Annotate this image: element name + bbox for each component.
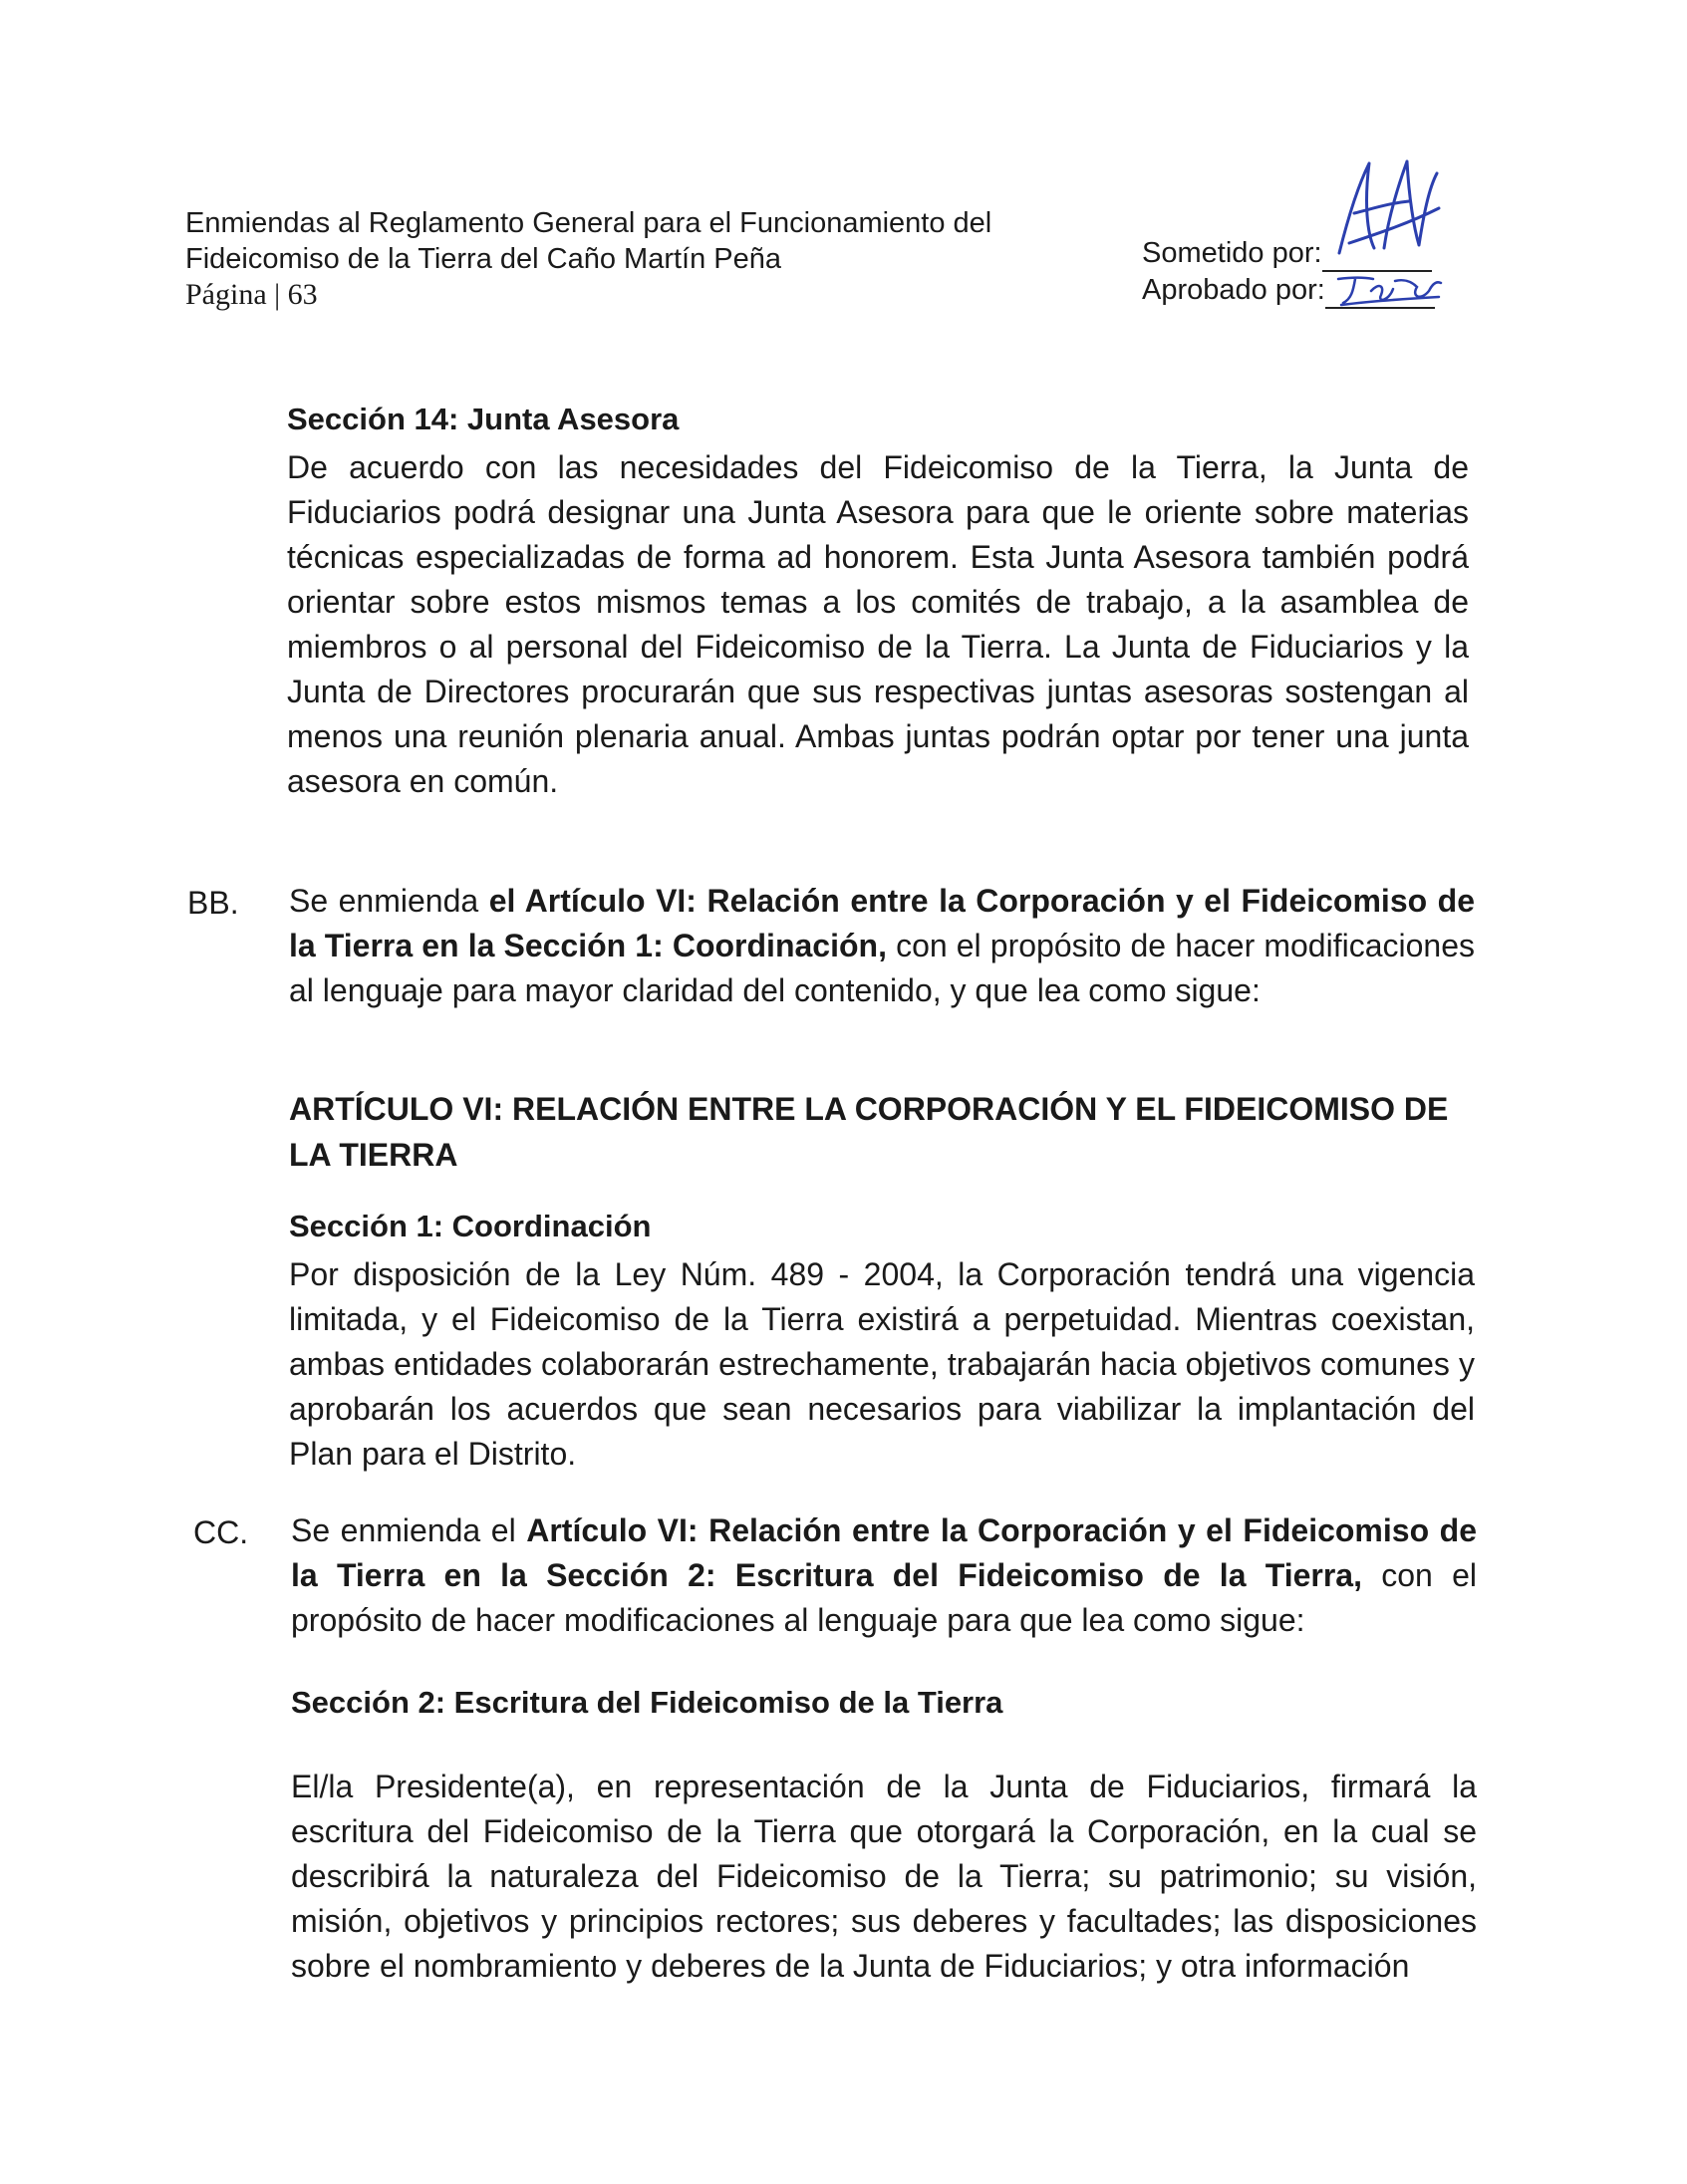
submitted-label: Sometido por: bbox=[1142, 237, 1322, 269]
item-cc-bold: Artículo VI: Relación entre la Corporación y el Fideicomiso de la Tierra en la Sección 2: Escritura del Fideicomiso de la Tierra, bbox=[291, 1512, 1478, 1593]
section-14 bbox=[287, 397, 1469, 804]
item-cc-text-2: con el propósito de hacer modificaciones al lenguaje para que lea como sigue: bbox=[291, 1557, 1478, 1638]
section-14-body: De acuerdo con las necesidades del Fideicomiso de la Tierra, la Junta de Fiduciarios podrá designar una Junta Asesora para que le oriente sobre materias técnicas especializadas de forma ad honorem. Esta Junta Asesora también podrá orientar sobre estos mismos temas a los comités de trabajo, a la asamblea de miembros o al personal del Fideicomiso de la Tierra. La Junta de Fiduciarios y la Junta de Directores procurarán que sus respectivas juntas asesoras sostengan al menos una reunión plenaria anual. Ambas juntas podrán optar por tener una junta asesora en común. bbox=[287, 449, 1469, 799]
header-title-line-2: Fideicomiso de la Tierra del Caño Martín Peña bbox=[185, 243, 782, 275]
section-14-heading: Sección 14: Junta Asesora bbox=[287, 402, 680, 436]
section-1-heading: Sección 1: Coordinación bbox=[289, 1209, 652, 1243]
item-bb-bold: el Artículo VI: Relación entre la Corporación y el Fideicomiso de la Tierra en la Sección 1: Coordinación, bbox=[289, 883, 1476, 963]
header-title-line-1: Enmiendas al Reglamento General para el Funcionamiento del bbox=[185, 207, 992, 239]
item-bb-text-2: con el propósito de hacer modificaciones al lenguaje para mayor claridad del contenido, y que lea como sigue: bbox=[289, 928, 1476, 1008]
submitted-signature-mark bbox=[1329, 153, 1449, 273]
section-2 bbox=[291, 1680, 1477, 1989]
item-cc-label: CC. bbox=[193, 1514, 249, 1550]
section-1 bbox=[289, 1204, 1475, 1477]
item-bb-label: BB. bbox=[187, 885, 239, 921]
signature-block bbox=[1142, 235, 1435, 309]
item-cc bbox=[291, 1508, 1477, 1643]
item-bb-text-1: Se enmienda bbox=[289, 883, 489, 919]
section-1-body: Por disposición de la Ley Núm. 489 - 2004, la Corporación tendrá una vigencia limitada, y el Fideicomiso de la Tierra existirá a perpetuidad. Mientras coexistan, ambas entidades colaborarán estrechamente, trabajarán hacia objetivos comunes y aprobarán los acuerdos que sean necesarios para viabilizar la implantación del Plan para el Distrito. bbox=[289, 1256, 1475, 1472]
section-2-heading: Sección 2: Escritura del Fideicomiso de la Tierra bbox=[291, 1685, 1003, 1720]
article-vi-title: ARTÍCULO VI: RELACIÓN ENTRE LA CORPORACIÓN Y EL FIDEICOMISO DE LA TIERRA bbox=[289, 1091, 1449, 1173]
section-2-body: El/la Presidente(a), en representación de la Junta de Fiduciarios, firmará la escritura del Fideicomiso de la Tierra que otorgará la Corporación, en la cual se describirá la naturaleza del Fideicomiso de la Tierra; su patrimonio; su visión, misión, objetivos y principios rectores; sus deberes y facultades; las disposiciones sobre el nombramiento y deberes de la Junta de Fiduciarios; y otra información bbox=[291, 1769, 1477, 1984]
approved-signature-mark bbox=[1333, 271, 1443, 311]
item-cc-text-1: Se enmienda el bbox=[291, 1512, 527, 1548]
item-bb bbox=[289, 879, 1475, 1013]
page-number: Página | 63 bbox=[185, 278, 318, 311]
item-cc-text bbox=[291, 1508, 1477, 1643]
item-bb-text bbox=[289, 879, 1475, 1013]
approved-label: Aprobado por: bbox=[1142, 274, 1325, 306]
